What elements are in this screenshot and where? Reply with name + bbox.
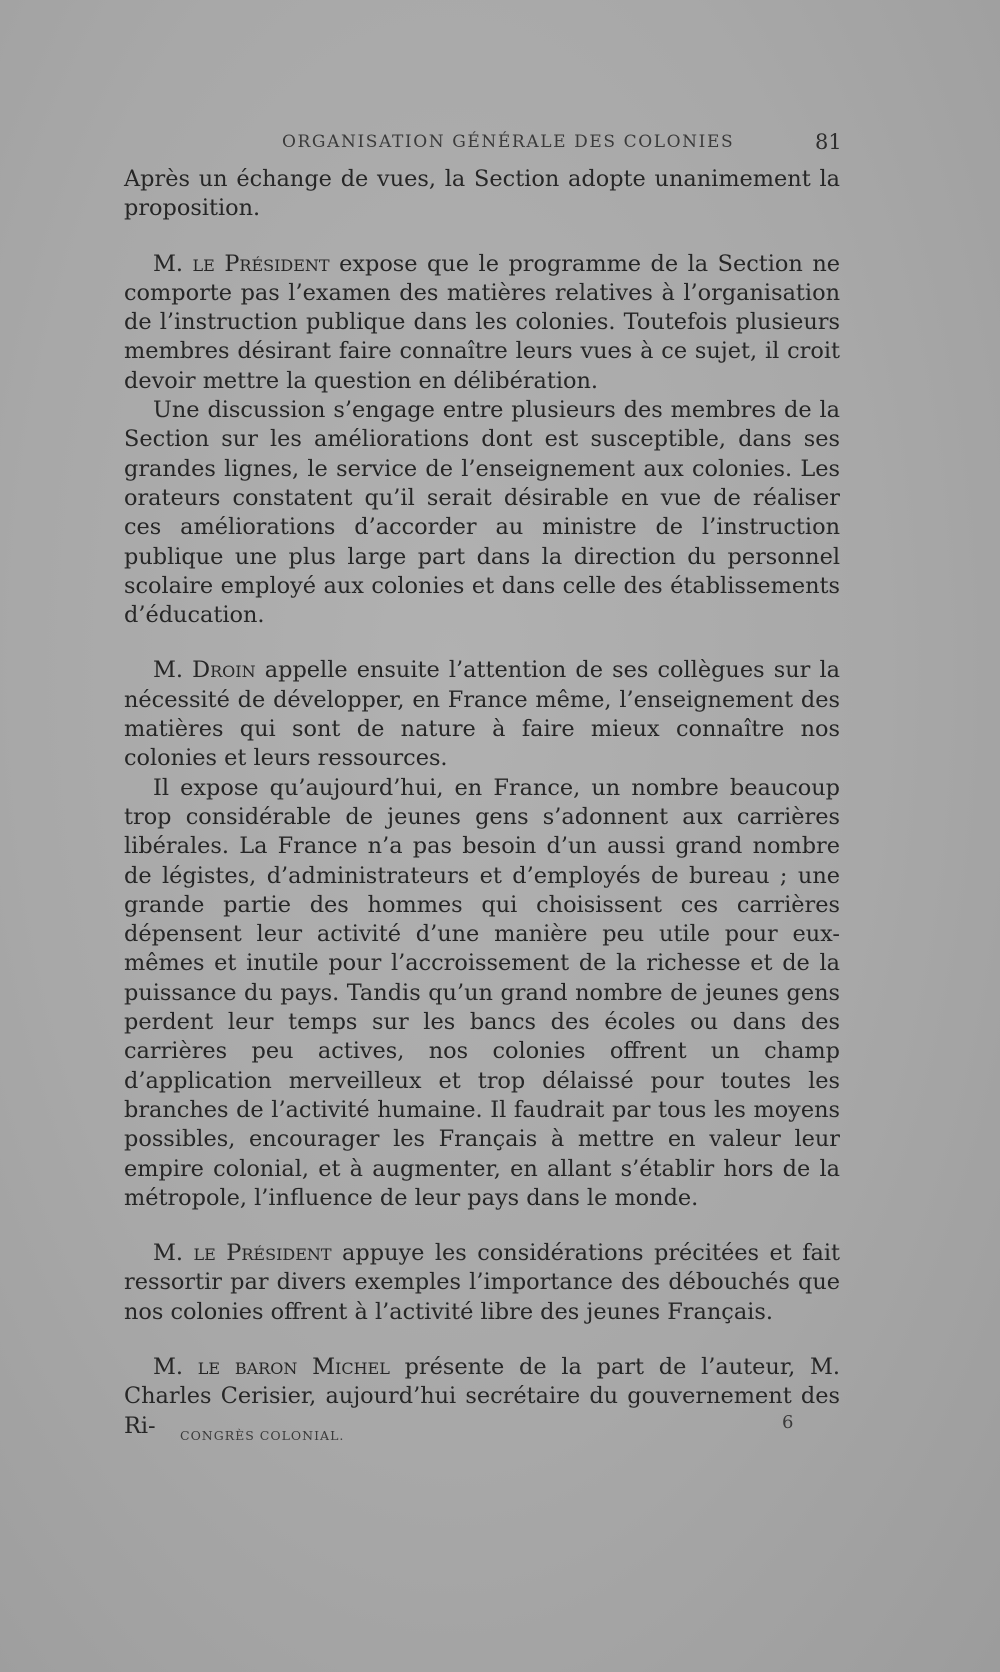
paragraph-3	[124, 396, 840, 630]
running-head	[0, 132, 1000, 162]
paragraph-2-text: expose que le programme de la Section ne comporte pas l’examen des matières relatives à l’organisation de l’instruction publique dans les colonies. Toutefois plusieurs membres désirant faire connaître leurs vues à ce sujet, il croit devoir mettre la question en délibération.	[124, 250, 841, 394]
speaker-name: M. le Président	[153, 250, 330, 277]
page-number: 81	[815, 130, 842, 154]
paragraph-5	[124, 774, 840, 1213]
paragraph-2	[124, 250, 840, 396]
body-text	[124, 165, 840, 1441]
signature-number: 6	[782, 1412, 794, 1433]
speaker-name: M. le baron Michel	[153, 1353, 390, 1380]
paragraph-4	[124, 656, 840, 773]
speaker-name: M. le Président	[153, 1240, 332, 1267]
page-footer	[0, 1412, 1000, 1452]
paragraph-1-text: Après un échange de vues, la Section adopte unanimement la proposition.	[124, 166, 840, 222]
speaker-name: M. Droin	[153, 657, 256, 684]
paragraph-7-text: présente de la part de l’auteur, M. Charles Cerisier, aujourd’hui secrétaire du gouvernement des Ri-	[124, 1353, 840, 1439]
paragraph-1	[124, 165, 840, 224]
running-head-title: ORGANISATION GÉNÉRALE DES COLONIES	[282, 132, 735, 152]
signature-mark: CONGRÈS COLONIAL.	[180, 1428, 345, 1443]
paragraph-4-text: appelle ensuite l’attention de ses collègues sur la nécessité de développer, en France même, l’enseignement des matières qui sont de nature à faire mieux connaître nos colonies et leurs ressources.	[124, 657, 840, 772]
paragraph-5-text: Il expose qu’aujourd’hui, en France, un nombre beaucoup trop considérable de jeunes gens s’adonnent aux carrières libérales. La France n’a pas besoin d’un aussi grand nombre de légistes, d’administrateurs et d’employés de bureau ; une grande partie des hommes qui choisissent ces carrières dépensent leur activité d’une manière peu utile pour eux-mêmes et inutile pour l’accroissement de la richesse et de la puissance du pays. Tandis qu’un grand nombre de jeunes gens perdent leur temps sur les bancs des écoles ou dans des carrières peu actives, nos colonies offrent un champ d’application merveilleux et trop délaissé pour toutes les branches de l’activité humaine. Il faudrait par tous les moyens possibles, encourager les Français à mettre en valeur leur empire colonial, et à augmenter, en allant s’établir hors de la métropole, l’influence de leur pays dans le monde.	[124, 774, 840, 1211]
paragraph-3-text: Une discussion s’engage entre plusieurs des membres de la Section sur les améliorations dont est susceptible, dans ses grandes lignes, le service de l’enseignement aux colonies. Les orateurs constatent qu’il serait désirable en vue de réaliser ces améliorations d’accorder au ministre de l’instruction publique une plus large part dans la direction du personnel scolaire employé aux colonies et dans celle des établissements d’éducation.	[124, 397, 840, 629]
paragraph-6-text: appuye les considérations précitées et fait ressortir par divers exemples l’importance des débouchés que nos colonies offrent à l’activité libre des jeunes Français.	[124, 1240, 841, 1325]
paragraph-6	[124, 1239, 840, 1327]
